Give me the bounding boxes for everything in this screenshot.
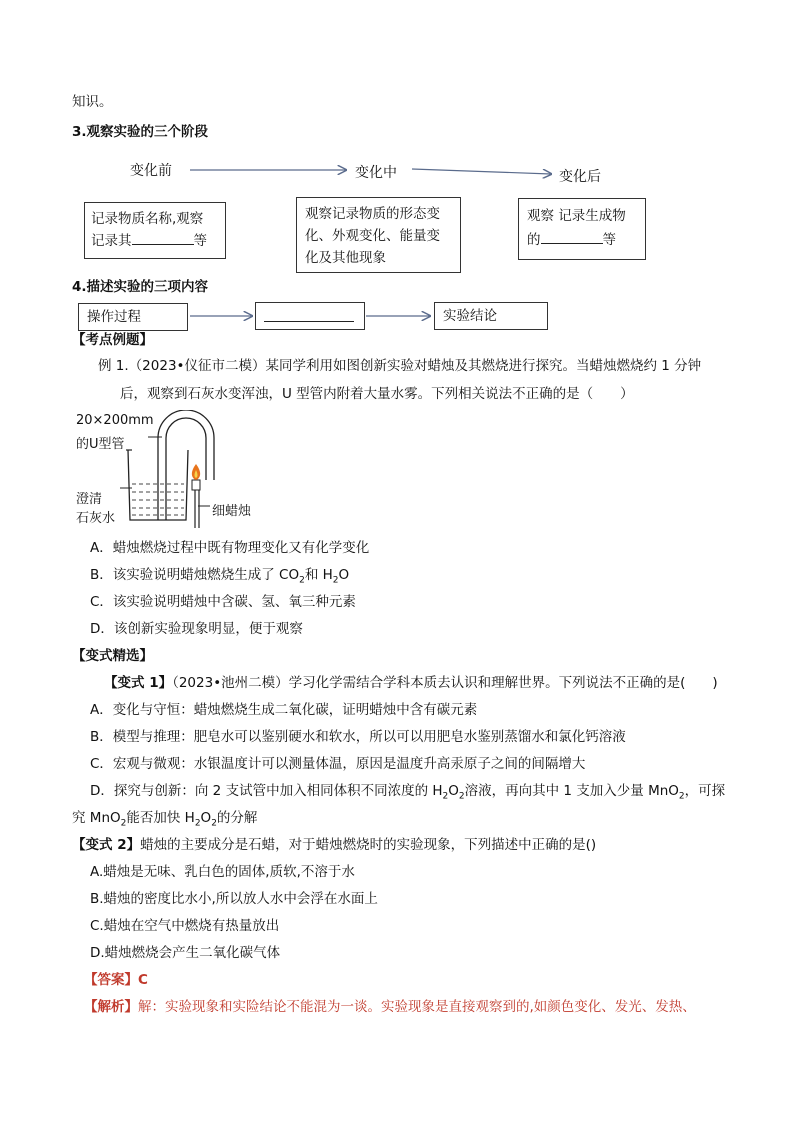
box-before-line2-post: 等 [193, 233, 207, 249]
box-after-line2 [527, 228, 637, 252]
stage-during-label: 变化中 [355, 165, 397, 181]
answer-tag: 【答案】 [84, 972, 138, 988]
variant2-option-c: C.蜡烛在空气中燃烧有热量放出 [90, 918, 280, 934]
v1d2-text-2: 能否加快 H [126, 810, 195, 826]
fill-blank-3[interactable] [264, 307, 354, 322]
h2o2-subscript-2: 2 [458, 791, 465, 802]
variant2-option-d: D.蜡烛燃烧会产生二氧化碳气体 [90, 945, 281, 961]
fill-blank-2[interactable] [541, 229, 603, 244]
h2o-subscript: 2 [332, 575, 339, 586]
box-after-line1: 观察 记录生成物 [527, 208, 626, 224]
example-option-a: A．蜡烛燃烧过程中既有物理变化又有化学变化 [90, 540, 370, 556]
variant1-stem [104, 674, 718, 692]
h2o2-subscript-4: 2 [211, 818, 217, 829]
option-b-text-3: O [338, 567, 350, 583]
mno2-subscript-1: 2 [678, 791, 685, 802]
box-before-line2 [91, 230, 219, 252]
v1d-text-3: 溶液，再向其中 1 支加入少量 MnO [464, 783, 679, 799]
variant2-label: 【变式 2】 [72, 837, 141, 853]
answer-value: C [138, 972, 148, 988]
v1d-text-2: O [448, 783, 459, 799]
box-blank [255, 302, 365, 330]
variant2-option-a: A.蜡烛是无味、乳白色的固体,质软,不溶于水 [90, 864, 355, 880]
box-conclusion-label: 实验结论 [443, 308, 497, 324]
v1d2-text-3: O [200, 810, 212, 826]
fig-label-lime-2: 石灰水 [76, 511, 116, 526]
stage-before-label: 变化前 [130, 163, 172, 179]
box-after-line2-post: 等 [602, 232, 616, 248]
variant2-stem [72, 836, 596, 854]
section4-heading: 4.描述实验的三项内容 [72, 279, 209, 295]
fig-label-tube-size: 20×200mm [76, 413, 154, 428]
variant1-option-d-line1 [90, 782, 725, 806]
box-before [84, 202, 226, 259]
co2-subscript: 2 [299, 575, 305, 586]
variant1-option-d-line2 [72, 809, 257, 833]
section3-heading: 3.观察实验的三个阶段 [72, 124, 209, 140]
box-before-line2-pre: 记录其 [91, 233, 132, 249]
analysis-line [84, 998, 696, 1016]
v1d2-text-1: 究 MnO [72, 810, 121, 826]
box-operation [78, 303, 188, 331]
option-b-text-1: B．该实验说明蜡烛燃烧生成了 CO [90, 567, 300, 583]
v1d2-text-4: 的分解 [216, 810, 258, 826]
box-during-line1: 观察记录物质的形态变 [305, 206, 440, 222]
fill-blank-1[interactable] [132, 230, 194, 245]
variant1-option-b: B．模型与推理：肥皂水可以鉴别硬水和软水，所以可以用肥皂水鉴别蒸馏水和氯化钙溶液 [90, 729, 626, 745]
fig-label-candle: 细蜡烛 [212, 504, 252, 519]
example-option-b [90, 566, 349, 590]
box-before-line1: 记录物质名称,观察 [91, 211, 204, 227]
example-option-c: C．该实验说明蜡烛中含碳、氢、氧三种元素 [90, 594, 356, 610]
intro-tail: 知识。 [72, 94, 113, 110]
example-tag: 【考点例题】 [72, 332, 153, 348]
variant2-stem-text: 蜡烛的主要成分是石蜡，对于蜡烛燃烧时的实验现象，下列描述中正确的是() [140, 837, 597, 853]
box-during-line3: 化及其他现象 [305, 250, 386, 266]
box-conclusion [434, 302, 548, 330]
variant1-stem-text: （2023•池州二模）学习化学需结合学科本质去认识和理解世界。下列说法不正确的是( ) [172, 675, 718, 691]
box-operation-label: 操作过程 [87, 309, 141, 325]
v1d-text-4: ，可探 [684, 783, 726, 799]
h2o2-subscript-3: 2 [194, 818, 201, 829]
analysis-tag: 【解析】 [84, 999, 138, 1015]
example-option-d: D．该创新实验现象明显，便于观察 [90, 621, 303, 637]
example-stem-line2: 后，观察到石灰水变浑浊，U 型管内附着大量水雾。下列相关说法不正确的是（ ） [120, 386, 634, 402]
box-during [296, 197, 461, 273]
stage-after-label: 变化后 [559, 169, 601, 185]
v1d-text-1: D．探究与创新：向 2 支试管中加入相同体积不同浓度的 H [90, 783, 443, 799]
example-stem-line1: 例 1.（2023•仪征市二模）某同学利用如图创新实验对蜡烛及其燃烧进行探究。当蜡烛燃烧约 1 分钟 [98, 358, 702, 374]
h2o2-subscript-1: 2 [442, 791, 449, 802]
fig-label-tube-name: 的U型管 [76, 437, 125, 452]
arrow-during-to-after [412, 169, 551, 174]
analysis-text: 解：实验现象和实险结论不能混为一谈。实验现象是直接观察到的,如颜色变化、发光、发热、 [138, 999, 696, 1015]
option-b-text-2: 和 H [304, 567, 333, 583]
box-after-line2-pre: 的 [527, 232, 541, 248]
variant1-option-a: A．变化与守恒：蜡烛燃烧生成二氧化碳，证明蜡烛中含有碳元素 [90, 702, 478, 718]
variant1-label: 【变式 1】 [104, 675, 173, 691]
u-tube-apparatus-figure [120, 410, 220, 530]
variant2-option-b: B.蜡烛的密度比水小,所以放人水中会浮在水面上 [90, 891, 378, 907]
fig-label-lime-1: 澄清 [76, 492, 103, 507]
mno2-subscript-2: 2 [120, 818, 127, 829]
answer-line [84, 971, 148, 989]
box-after [518, 198, 646, 260]
variant-tag: 【变式精选】 [72, 648, 153, 664]
box-during-line2: 化、外观变化、能量变 [305, 228, 440, 244]
variant1-option-c: C．宏观与微观：水银温度计可以测量体温，原因是温度升高汞原子之间的间隔增大 [90, 756, 586, 772]
